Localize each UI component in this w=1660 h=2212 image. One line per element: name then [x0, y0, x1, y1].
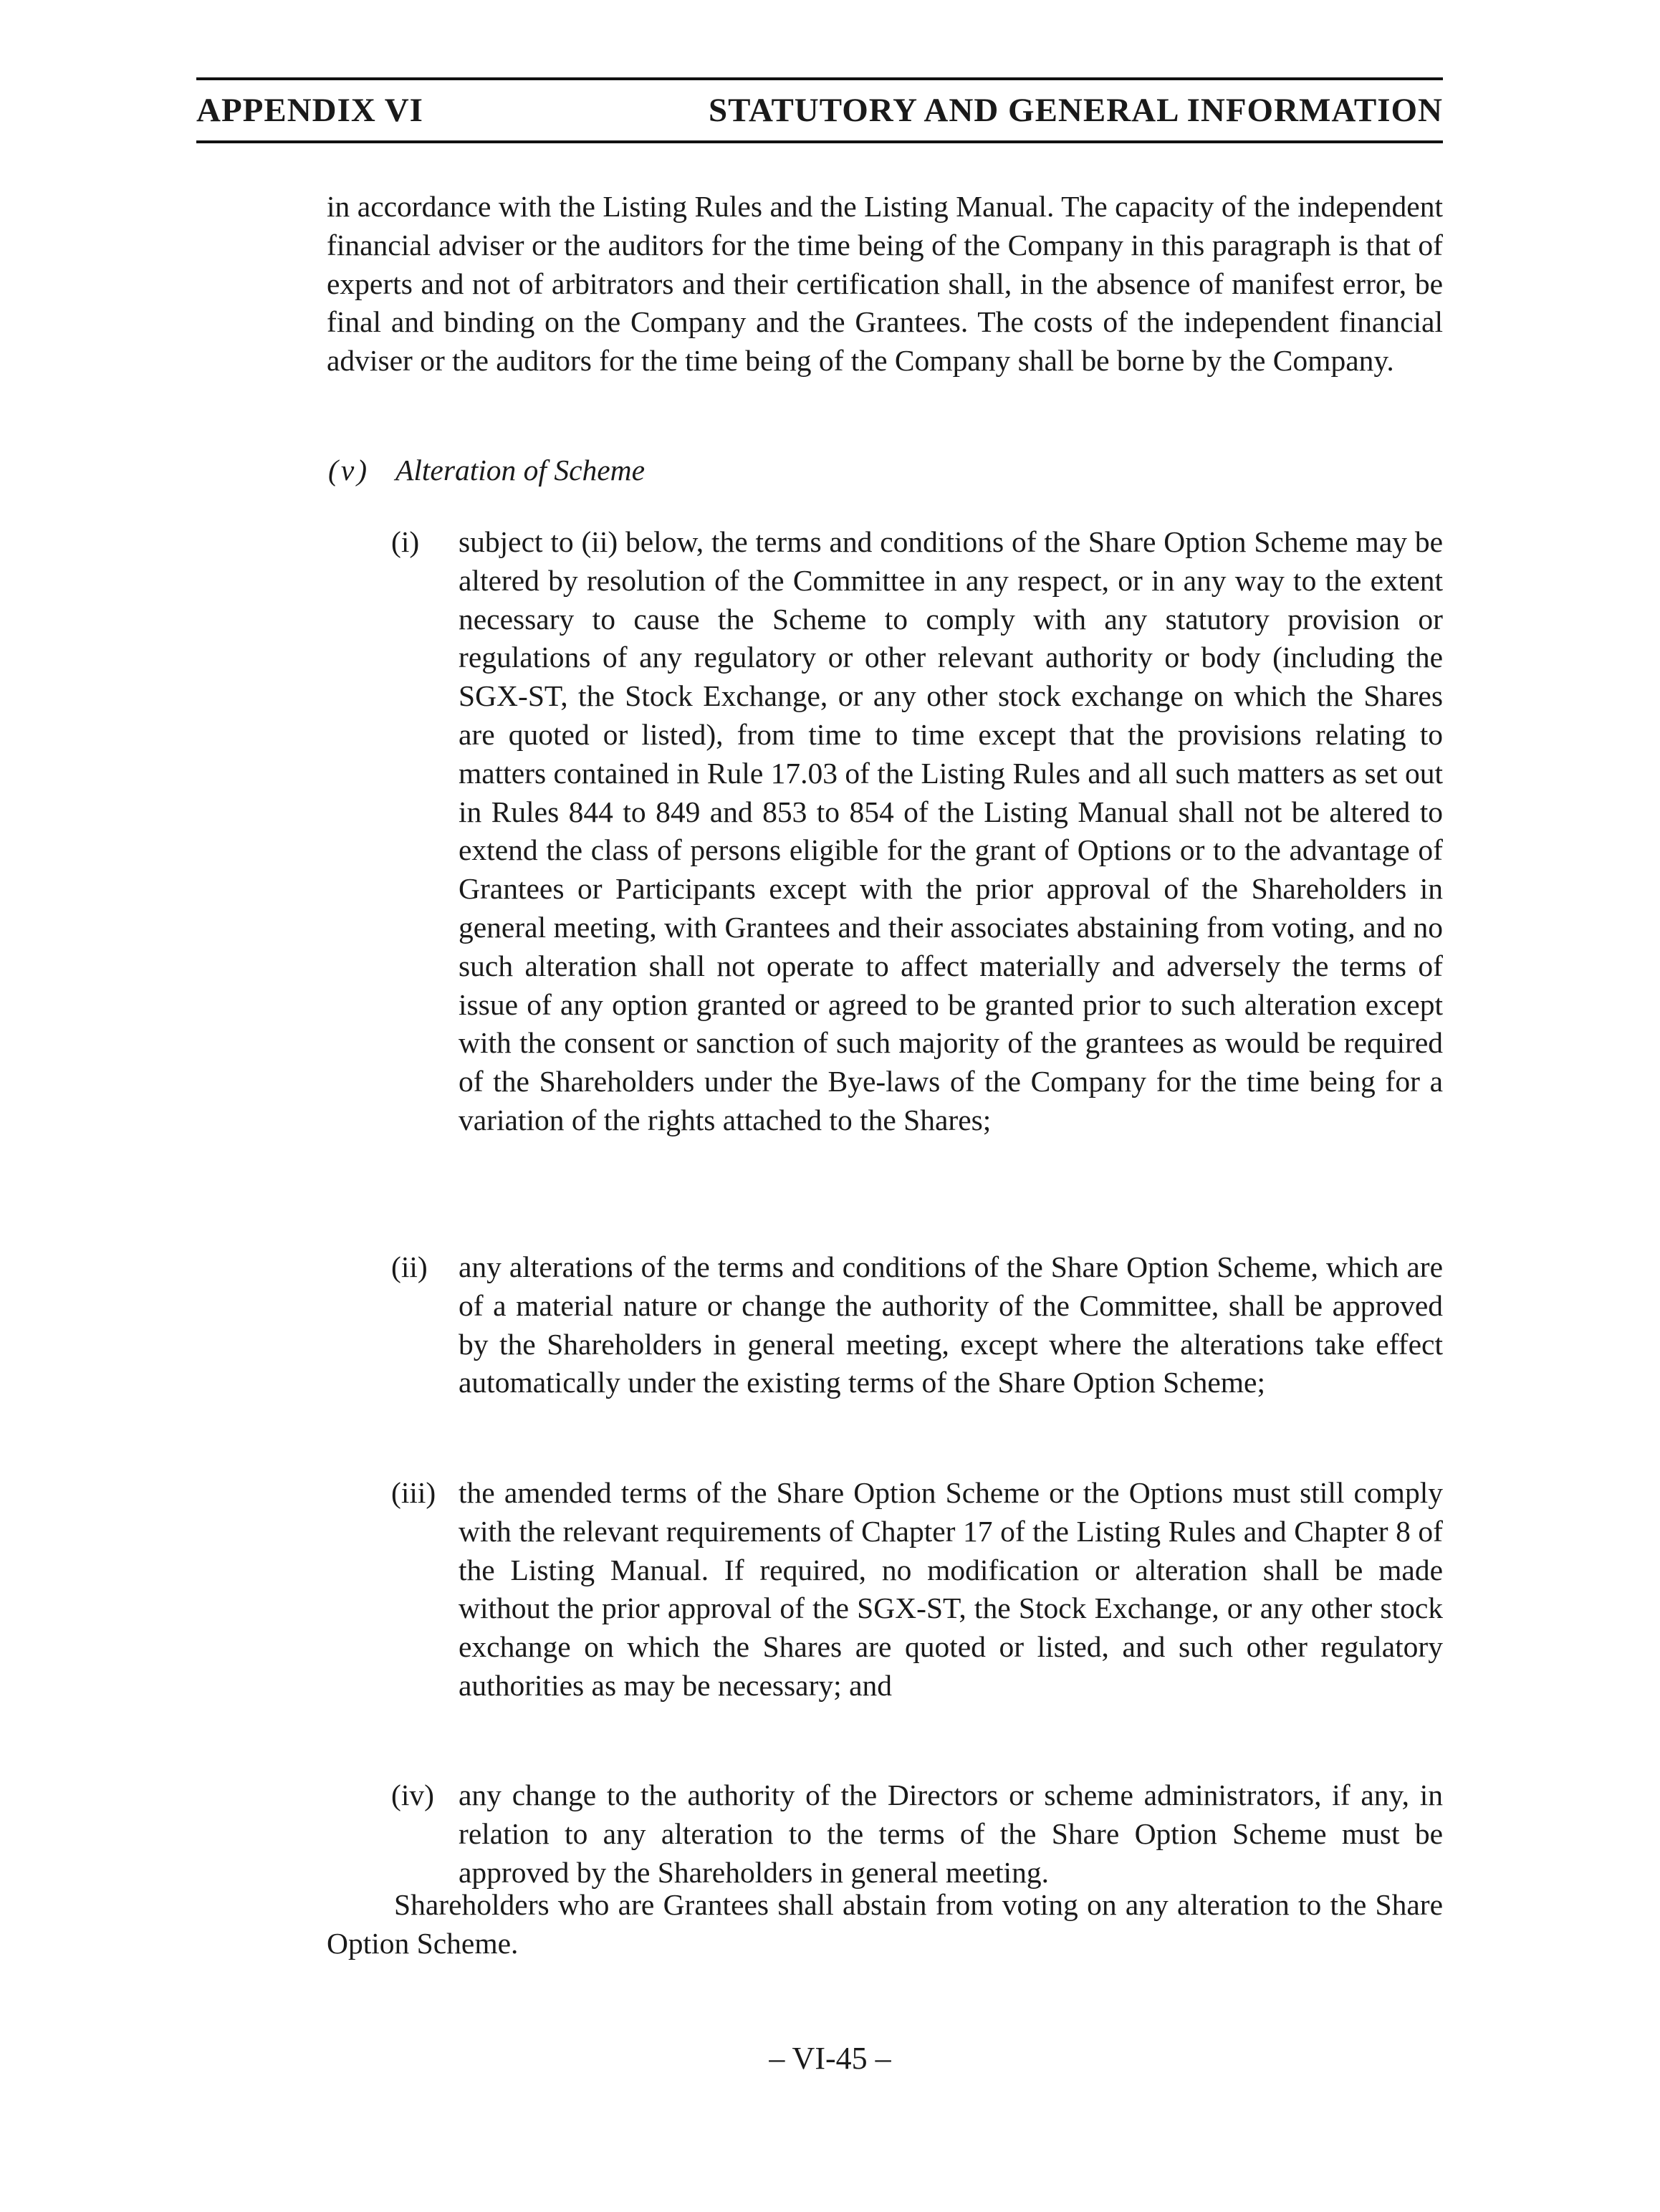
list-item-number: (ii) — [391, 1250, 428, 1283]
section-title: STATUTORY AND GENERAL INFORMATION — [708, 92, 1443, 129]
page-header — [196, 77, 1443, 143]
intro-paragraph: in accordance with the Listing Rules and the Listing Manual. The capacity of the independent financial adviser or the auditors for the time being of the Company in this paragraph is that of experts and not of arbitrators and their certification shall, in the absence of manifest error, be final and binding on the Company and the Grantees. The costs of the independent financial adviser or the auditors for the time being of the Company shall be borne by the Company. — [327, 190, 1443, 378]
section-heading-title: Alteration of Scheme — [395, 454, 646, 487]
list-item-text: subject to (ii) below, the terms and conditions of the Share Option Scheme may be altered by resolution of the Committee in any respect, or in any way to the extent necessary to cause the Scheme to comply with any statutory provision or regulations of any regulatory or other relevant authority or body (including the SGX-ST, the Stock Exchange, or any other stock exchange on which the Shares are quoted or listed), from time to time except that the provisions relating to matters contained in Rule 17.03 of the Listing Rules and all such matters as set out in Rules 844 to 849 and 853 to 854 of the Listing Manual shall not be altered to extend the class of persons eligible for the grant of Options or to the advantage of Grantees or Participants except with the prior approval of the Shareholders in general meeting, with Grantees and their associates abstaining from voting, and no such alteration shall not operate to affect materially and adversely the terms of issue of any option granted or agreed to be granted prior to such alteration except with the consent or sanction of such majority of the grantees as would be required of the Shareholders under the Bye-laws of the Company for the time being for a variation of the rights attached to the Shares; — [459, 525, 1443, 1136]
closing-paragraph: Shareholders who are Grantees shall abstain from voting on any alteration to the Share Option Scheme. — [327, 1888, 1443, 1960]
page-number: – VI-45 – — [769, 2041, 891, 2076]
section-number: (v) — [328, 454, 370, 487]
list-item-number: (iv) — [391, 1778, 434, 1811]
list-item-text: any change to the authority of the Directors or scheme administrators, if any, in relation to any alteration to the terms of the Share Option Scheme must be approved by the Shareholders in general meeting. — [459, 1778, 1443, 1889]
list-item-number: (i) — [391, 525, 420, 558]
list-item-text: the amended terms of the Share Option Scheme or the Options must still comply with the relevant requirements of Chapter 17 of the Listing Rules and Chapter 8 of the Listing Manual. If required, no modification or alteration shall be made without the prior approval of the SGX-ST, the Stock Exchange, or any other stock exchange on which the Shares are quoted or listed, and such other regulatory authorities as may be necessary; and — [459, 1476, 1443, 1702]
list-item-text: any alterations of the terms and conditions of the Share Option Scheme, which are of a material nature or change the authority of the Committee, shall be approved by the Shareholders in general meeting, except where the alterations take effect automatically under the existing terms of the Share Option Scheme; — [459, 1250, 1443, 1399]
section-heading — [328, 451, 645, 490]
list-item-number: (iii) — [391, 1476, 436, 1509]
appendix-label: APPENDIX VI — [196, 92, 423, 129]
